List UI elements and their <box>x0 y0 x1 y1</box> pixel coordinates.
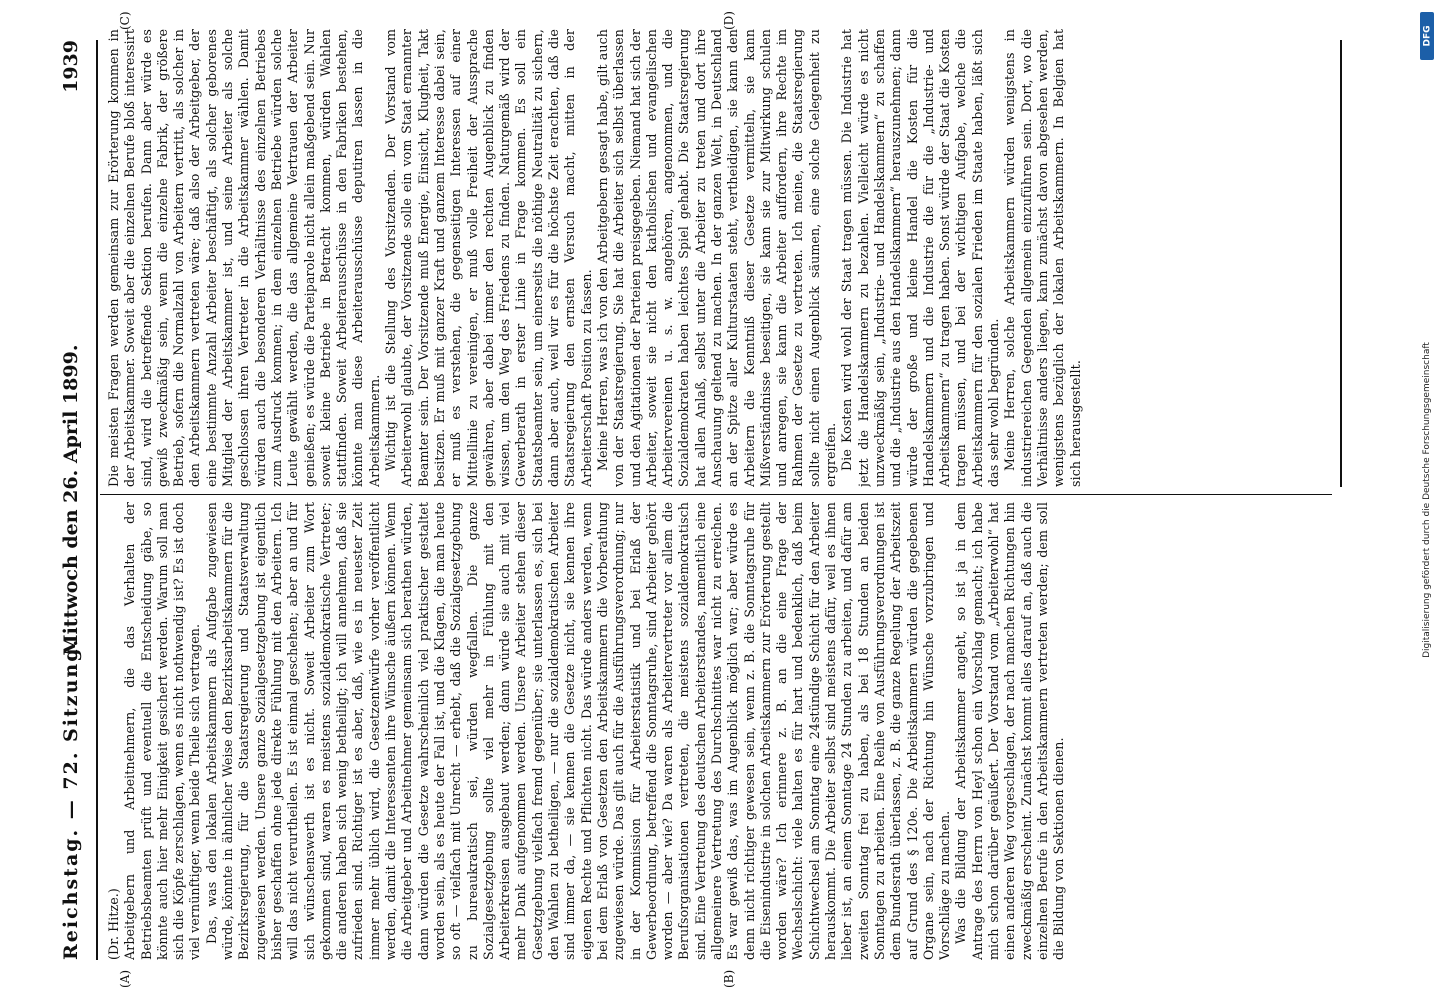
digitization-credit: Digitalisierung gefördert durch die Deutsche Forschungsgemeinschaft <box>1422 342 1432 658</box>
speaker-tag: (Dr. Hitze.) <box>106 888 121 960</box>
dfg-logo <box>1420 12 1434 60</box>
margin-mark-c: (C) <box>118 11 132 30</box>
column-end-rule <box>1340 40 1342 487</box>
paragraph: Die meisten Fragen werden gemeinsam zur Erörterung kommen in der Arbeitskammer. Soweit aber die einzelnen Berufe bloß interessirt sind, wird die betreffende Sektion berufen. Dann aber würde es gewiß zweckmäßig sein, wenn die einzelne Fabrik, der größere Betrieb, sofern die Normalzahl von Arbeitern vertritt, als solcher in den Arbeitskammern vertreten wäre; daß also der Arbeitgeber, der eine bestimmte Anzahl Arbeiter beschäftigt, als solcher geborenes Mitglied der Arbeitskammer ist, und seine Arbeiter als solche geschlossen ihren Vertreter in die Arbeitskammer wählen. Damit würden auch die besonderen Verhältnisse des einzelnen Betriebes zum Ausdruck kommen; in dem einzelnen Betriebe würden solche Leute gewählt werden, die das allgemeine Vertrauen der Arbeiter genießen; es würde die Parteiparole nicht allein maßgebend sein. Nur soweit kleine Betriebe in Betracht kommen, würden Wahlen stattfinden. Soweit Arbeiterausschüsse in den Fabriken bestehen, könnte man diese Arbeiterausschüsse deputiren lassen in die Arbeitskammern. <box>106 29 382 487</box>
header-date: Mittwoch den 26. April 1899. <box>60 344 82 656</box>
paragraph: Wichtig ist die Stellung des Vorsitzenden. Der Vorstand vom Arbeiterwohl glaubte, der Vorsitzende solle ein vom Staat ernannter Beamter sein. Der Vorsitzende muß Energie, Einsicht, Klugheit, Takt besitzen. Er muß mit ganzer Kraft und ganzem Interesse dabei sein, er muß es verstehen, die gegenseitigen Interessen auf einer Mittellinie zu vereinigen, er muß volle Freiheit der Aussprache gewähren, aber dabei immer den rechten Augenblick zu finden wissen, um den Weg des Friedens zu finden. Naturgemäß wird der Gewerberath in erster Linie in Frage kommen. Es soll ein Staatsbeamter sein, um einerseits die nöthige Neutralität zu sichern, dann aber auch, weil wir es für die höchste Zeit erachten, daß die Staatsregierung den ernsten Versuch macht, mitten in der Arbeiterschaft Position zu fassen. <box>383 29 594 487</box>
dfg-logo-text: DFG <box>1422 25 1433 47</box>
margin-mark-a: (A) <box>118 969 132 988</box>
paragraph: Meine Herren, was ich von den Arbeitgebern gesagt habe, gilt auch von der Staatsregierung. Sie hat die Arbeiter sich selbst überlassen und den Agitationen der Parteien preisgegeben. Niemand hat sich der Arbeiter, soweit sie nicht den katholischen und evangelischen Arbeitervereinen u. s. w. angehören, angenommen, und die Sozialdemokraten haben leichtes Spiel gehabt. Die Staatsregierung hat allen Anlaß, selbst unter die Arbeiter zu treten und dort ihre Anschauung geltend zu machen. In der ganzen Welt, in Deutschland an der Spitze aller Kulturstaaten steht, vertheidigen, sie kann den Arbeitern die Kenntniß dieser Gesetze vermitteln, sie kann Mißverständnisse beseitigen, sie kann sie zur Mitwirkung schulen und anregen, sie kann die Arbeiter auffordern, ihre Rechte im Rahmen der Gesetze zu vertreten. Ich meine, die Staatsregierung sollte nicht einen Augenblick säumen, eine solche Gelegenheit zu ergreifen. <box>594 29 839 487</box>
header-left: Reichstag. — 72. Sitzung. <box>60 637 82 960</box>
paragraph: Arbeitgebern und Arbeitnehmern, die das Verhalten der Betriebsbeamten prüft und eventuell die Entscheidung gäbe, so könnte auch hier mehr Einigkeit gesichert werden. Warum soll man sich die Köpfe zerschlagen, wenn es nicht nothwendig ist? Es ist doch viel vernünftiger, wenn beide Theile sich vertragen. <box>122 502 203 960</box>
page-header <box>50 40 94 960</box>
page-number: 1939 <box>60 40 82 93</box>
paragraph: Was die Bildung der Arbeitskammer angeht, so ist ja in dem Antrage des Herrn von Heyl schon ein Vorschlag gemacht; ich habe mich schon darüber geäußert. Der Vorstand vom „Arbeiterwohl“ hat einen anderen Weg vorgeschlagen, der nach manchen Richtungen hin zweckmäßig erscheint. Zunächst kommt alles darauf an, daß auch die einzelnen Berufe in den Arbeitskammern vertreten werden; dem soll die Bildung von Sektionen dienen. <box>953 502 1067 960</box>
paragraph: Meine Herren, solche Arbeitskammern würden wenigstens in industriereichen Gegenden allgemein einzuführen sein. Dort, wo die Verhältnisse anders liegen, kann zunächst davon abgesehen werden, wenigstens bezüglich der lokalen Arbeitskammern. In Belgien hat sich herausgestellt. <box>1002 29 1083 487</box>
margin-mark-b: (B) <box>722 969 736 988</box>
right-column <box>106 29 1331 487</box>
column-divider <box>100 494 1332 495</box>
left-column <box>106 502 1331 960</box>
margin-mark-d: (D) <box>722 11 736 30</box>
paragraph: Das, was den lokalen Arbeitskammern als Aufgabe zugewiesen würde, könnte in ähnlicher Weise den Bezirksarbeitskammern für die Bezirksregierung, für die Staatsregierung und Staatsverwaltung zugewiesen werden. Unsere ganze Sozialgesetzgebung ist eigentlich bisher geschaffen ohne jede direkte Fühlung mit den Arbeitern. Ich will das nicht verurtheilen. Es ist einmal geschehen; aber an und für sich wünschenswerth ist es nicht. Soweit Arbeiter zum Wort gekommen sind, waren es meistens sozialdemokratische Vertreter; die anderen haben sich wenig betheiligt; ich will annehmen, daß sie zufrieden sind. Richtiger ist es aber, daß, wie es in neuester Zeit immer mehr üblich wird, die Gesetzentwürfe vorher veröffentlicht werden, damit die Interessenten ihre Wünsche äußern können. Wenn die Arbeitgeber und Arbeitnehmer gemeinsam sich berathen würden, dann würden die Gesetze wahrscheinlich viel praktischer gestaltet worden sein, als es heute der Fall ist, und die Klagen, die man heute so oft — vielfach mit Unrecht — erhebt, daß die Sozialgesetzgebung zu bureaukratisch sei, würden wegfallen. Die ganze Sozialgesetzgebung sollte viel mehr in Fühlung mit den Arbeiterkreisen ausgebaut werden; dann würde sie auch mit viel mehr Dank aufgenommen werden. Unsere Arbeiter stehen dieser Gesetzgebung vielfach fremd gegenüber; sie unterlassen es, sich bei den Wahlen zu betheiligen, — nur die sozialdemokratischen Arbeiter sind immer da, — sie kennen die Gesetze nicht, sie kennen ihre eigenen Rechte und Pflichten nicht. Das würde anders werden, wenn bei dem Erlaß von Gesetzen den Arbeitskammern die Vorberathung zugewiesen würde. Das gilt auch für die Ausführungsverordnung; nur in der Kommission für Arbeiterstatistik und bei Erlaß der Gewerbeordnung, betreffend die Sonntagsruhe, sind Arbeiter gehört worden — aber wie? Da waren als Arbeitervertreter vor allem die Berufsorganisationen vertreten, die meistens sozialdemokratisch sind. Eine Vertretung des deutschen Arbeiterstandes, namentlich eine allgemeinere Vertretung des Durchschnittes war nicht zu erreichen. Es war gewiß das, was im Augenblick möglich war; aber würde es denn nicht richtiger gewesen sein, wenn z. B. die Sonntagsruhe für die Eisenindustrie in solchen Arbeitskammern zur Erörterung gestellt worden wäre? Ich erinnere z. B. an die eine Frage der Wechselschicht: viele halten es für hart und bedenklich, daß beim Schichtwechsel am Sonntag eine 24stündige Schicht für den Arbeiter herauskommt. Die Arbeiter selbst sind meistens dafür, weil es ihnen lieber ist, an einem Sonntage 24 Stunden zu arbeiten, und dafür am zweiten Sonntag frei zu haben, als bei 18 Stunden an beiden Sonntagen zu arbeiten. Eine Reihe von Ausführungsverordnungen ist dem Bundesrath überlassen, z. B. die ganze Regelung der Arbeitszeit auf Grund des § 120e. Die Arbeitskammern würden die gegebenen Organe sein, nach der Richtung hin Wünsche vorzubringen und Vorschläge zu machen. <box>203 502 953 960</box>
paragraph: Die Kosten wird wohl der Staat tragen müssen. Die Industrie hat jetzt die Handelskammern zu bezahlen. Vielleicht würde es nicht unzweckmäßig sein, „Industrie- und Handelskammern“ zu schaffen und die „Industrie aus den Handelskammern“ herauszunehmen; dann würde der große und kleine Handel die Kosten für die Handelskammern und die Industrie die für die „Industrie- und Arbeitskammern“ zu tragen haben. Sonst würde der Staat die Kosten tragen müssen, und bei der wichtigen Aufgabe, welche die Arbeitskammern für den sozialen Frieden im Staate haben, läßt sich das sehr wohl begründen. <box>839 29 1002 487</box>
header-rule <box>96 40 98 960</box>
